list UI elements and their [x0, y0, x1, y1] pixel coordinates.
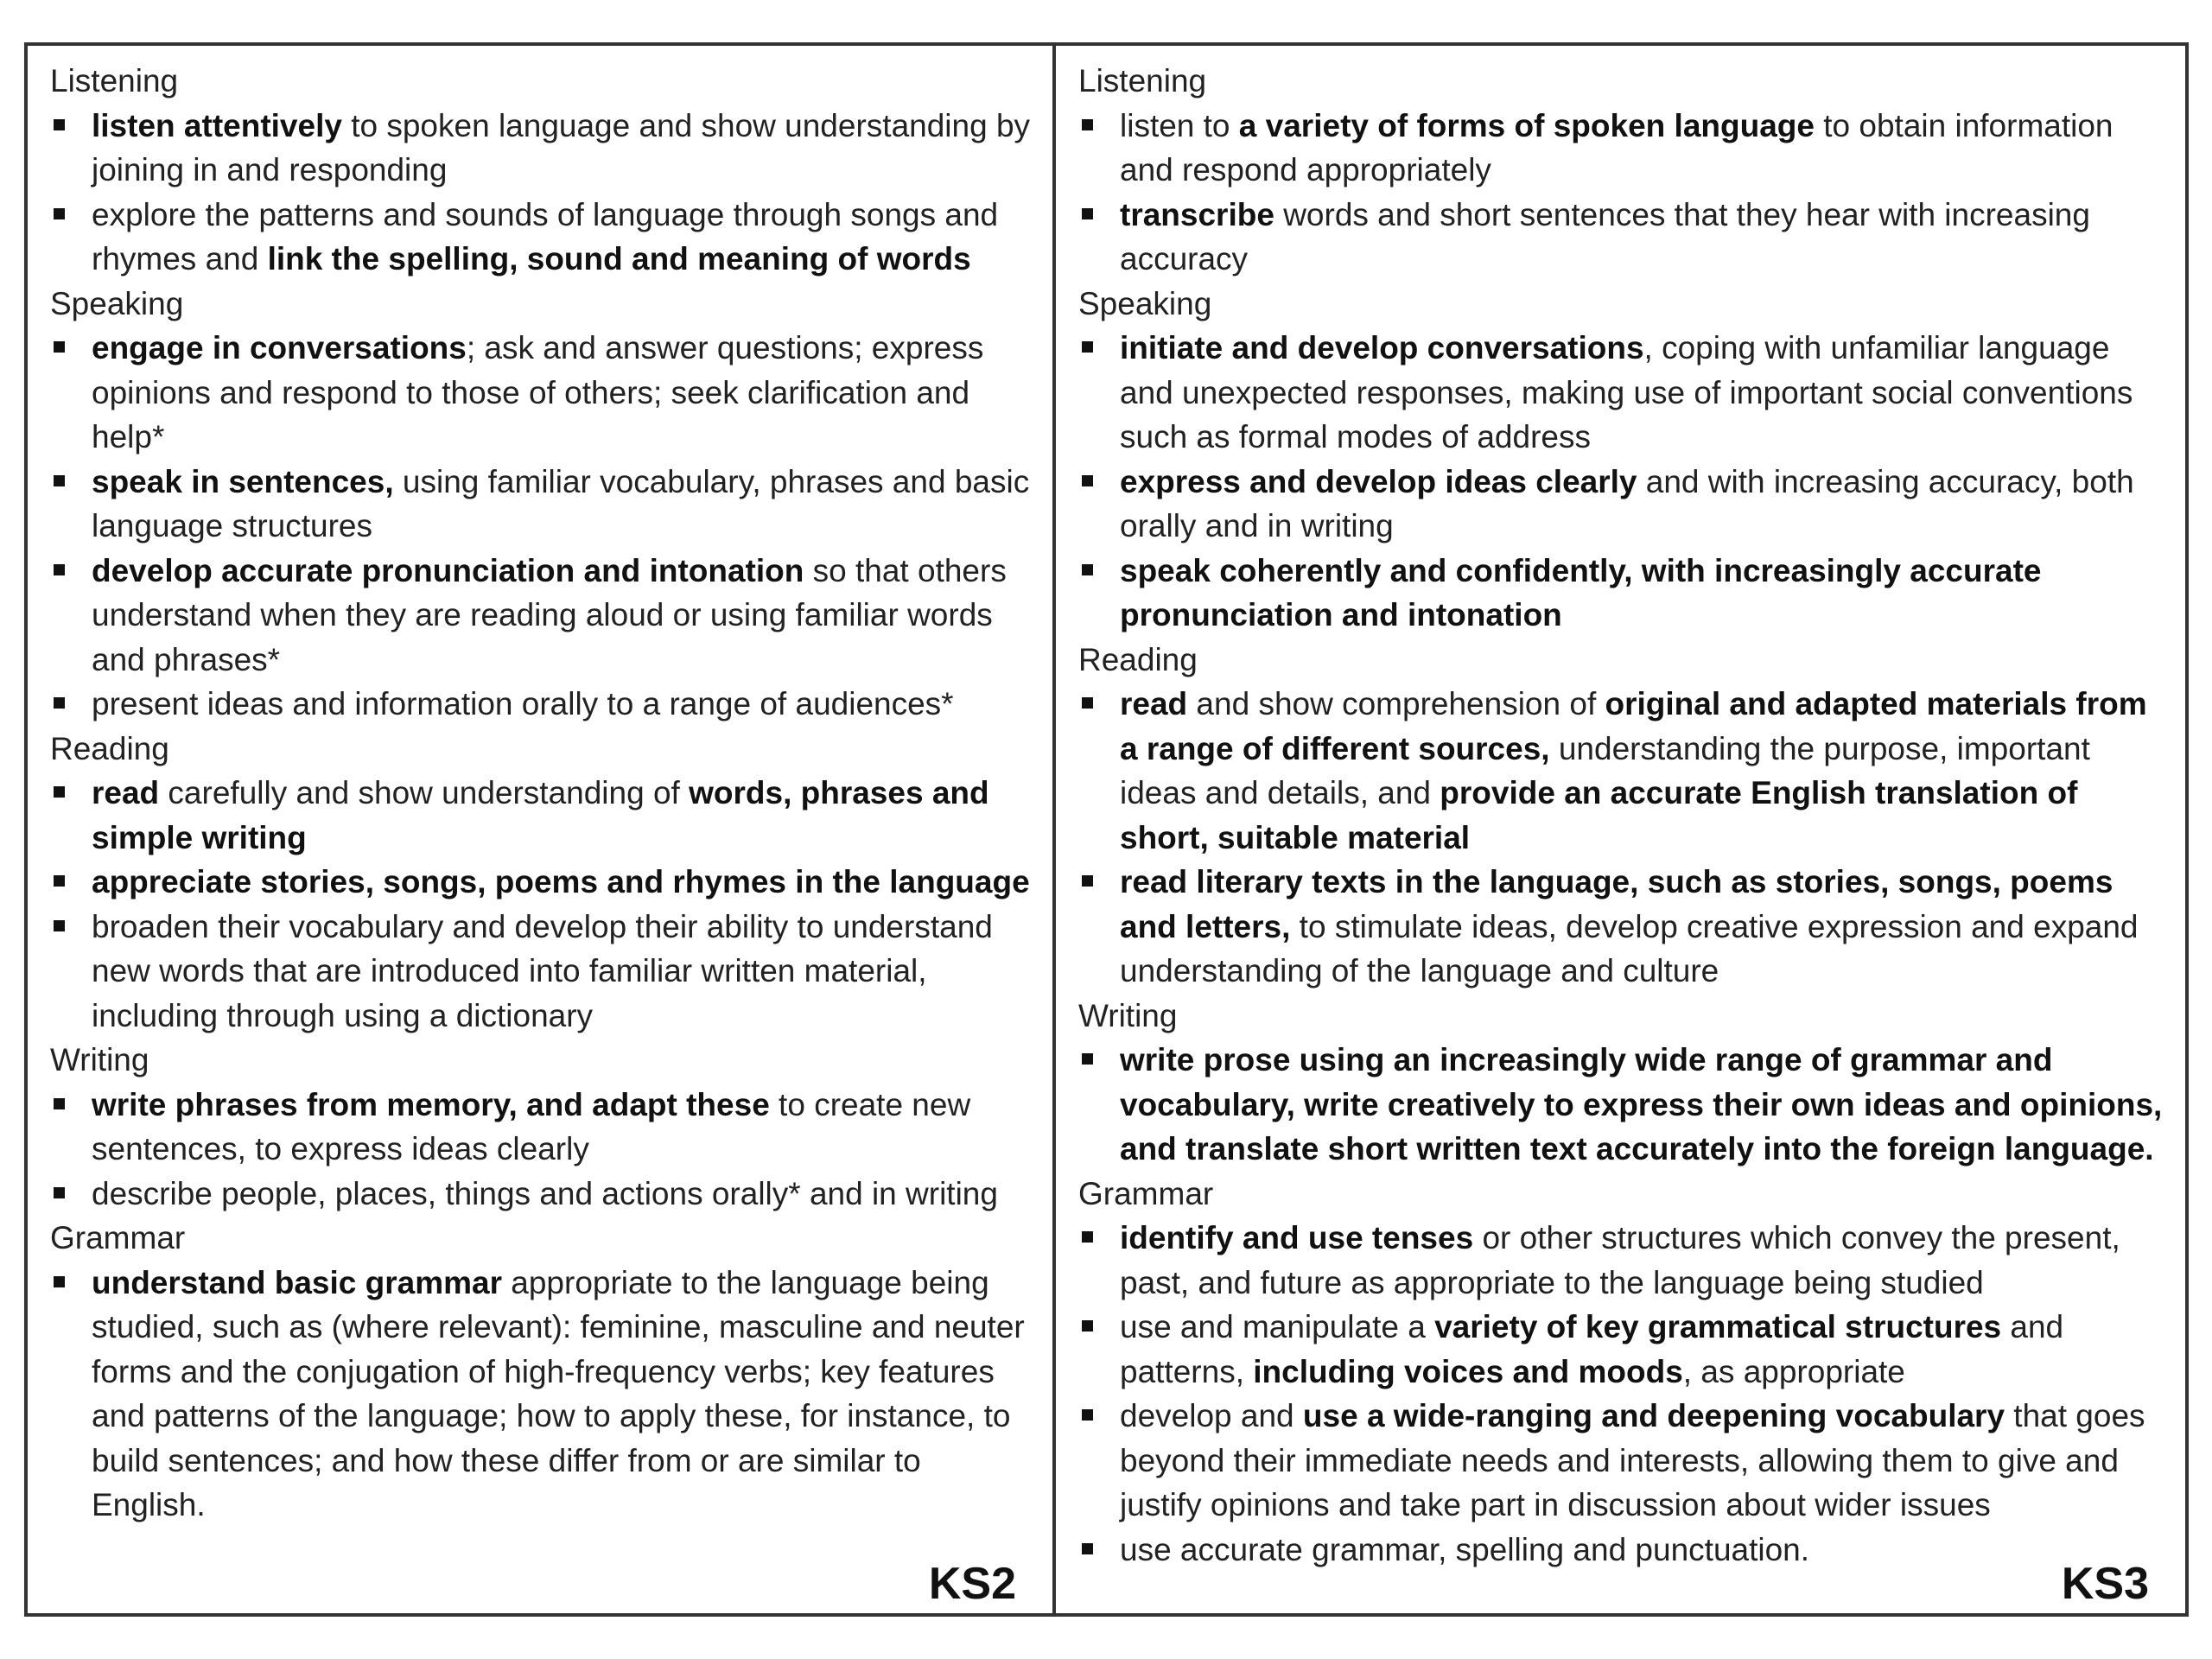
- bullet-item: [1078, 549, 2166, 638]
- section-heading: Reading: [1078, 641, 1198, 677]
- text-segment: present ideas and information orally to a range of audiences*: [92, 686, 954, 721]
- ks2-section-writing: [50, 1038, 1035, 1216]
- curriculum-comparison-table: [24, 42, 2189, 1617]
- section-heading: Writing: [1078, 997, 1178, 1033]
- bold-text: express and develop ideas clearly: [1120, 463, 1637, 499]
- bullet-item: [1078, 1528, 2166, 1573]
- bold-text: write phrases from memory, and adapt these: [92, 1086, 770, 1122]
- text-segment: or other structures which convey the present, past, and future as appropriate to the language being studied: [1120, 1220, 2120, 1300]
- bullet-item: [1078, 1038, 2166, 1172]
- ks2-section-grammar: [50, 1216, 1035, 1528]
- text-segment: use accurate grammar, spelling and punctuation.: [1120, 1531, 1810, 1567]
- bullet-item: [50, 104, 1035, 193]
- ks2-label: KS2: [928, 1559, 1016, 1609]
- bullet-list: [50, 771, 1035, 1038]
- bold-text: read literary texts in the language, such as stories, songs, poems and letters,: [1120, 864, 2113, 944]
- bullet-list: [1078, 682, 2166, 994]
- bold-text: provide an accurate English translation of short, suitable material: [1120, 775, 2078, 855]
- text-segment: using familiar vocabulary, phrases and basic language structures: [92, 463, 1030, 543]
- bold-text: read: [92, 775, 160, 810]
- bullet-item: [50, 860, 1035, 905]
- bullet-item: [1078, 104, 2166, 193]
- text-segment: to stimulate ideas, develop creative expression and expand understanding of the language and culture: [1120, 908, 2139, 988]
- bullet-item: [50, 549, 1035, 683]
- bold-text: initiate and develop conversations: [1120, 330, 1644, 365]
- bullet-list: [50, 104, 1035, 282]
- bullet-item: [50, 905, 1035, 1039]
- bold-text: original and adapted materials from a range of different sources,: [1120, 686, 2147, 766]
- text-segment: carefully and show understanding of: [159, 775, 690, 810]
- bullet-list: [1078, 104, 2166, 282]
- bullet-item: [50, 771, 1035, 860]
- bold-text: a variety of forms of spoken language: [1238, 107, 1815, 143]
- bold-text: appreciate stories, songs, poems and rhymes in the language: [92, 864, 1030, 899]
- text-segment: ; ask and answer questions; express opinions and respond to those of others; seek clarification and help*: [92, 330, 984, 454]
- section-heading: Grammar: [1078, 1175, 1214, 1211]
- section-heading: Listening: [1078, 63, 1207, 99]
- bold-text: engage in conversations: [92, 330, 467, 365]
- section-heading: Speaking: [1078, 285, 1212, 321]
- text-segment: to spoken language and show understanding by joining in and responding: [92, 107, 1031, 188]
- ks3-section-listening: [1078, 59, 2166, 282]
- bold-text: write prose using an increasingly wide range of grammar and vocabulary, write creatively to express their own ideas and opinions, and translate short written text accurately into the foreign language.: [1120, 1042, 2163, 1166]
- ks3-section-grammar: [1078, 1172, 2166, 1573]
- ks2-section-reading: [50, 727, 1035, 1039]
- bullet-item: [50, 1172, 1035, 1217]
- bold-text: speak coherently and confidently, with increasingly accurate pronunciation and intonation: [1120, 552, 2042, 632]
- ks2-sections: [50, 59, 1035, 1528]
- section-heading: Listening: [50, 63, 179, 99]
- ks2-section-listening: [50, 59, 1035, 282]
- bold-text: identify and use tenses: [1120, 1220, 1474, 1255]
- bold-text: read: [1120, 686, 1188, 721]
- bold-text: use a wide-ranging and deepening vocabulary: [1302, 1398, 2005, 1433]
- text-segment: so that others understand when they are reading aloud or using familiar words and phrases*: [92, 552, 1007, 677]
- bullet-item: [1078, 860, 2166, 994]
- bullet-item: [50, 460, 1035, 549]
- text-segment: understanding the purpose, important ideas and details, and: [1120, 730, 2090, 810]
- bullet-item: [50, 193, 1035, 282]
- ks3-sections: [1078, 59, 2166, 1572]
- bold-text: link the spelling, sound and meaning of words: [267, 241, 971, 276]
- section-heading: Speaking: [50, 285, 184, 321]
- text-segment: develop and: [1120, 1398, 1303, 1433]
- bold-text: listen attentively: [92, 107, 342, 143]
- text-segment: , coping with unfamiliar language and unexpected responses, making use of important social conventions such as formal modes of address: [1120, 330, 2133, 454]
- bullet-item: [50, 326, 1035, 460]
- bold-text: variety of key grammatical structures: [1434, 1309, 2002, 1344]
- bullet-item: [1078, 326, 2166, 460]
- bullet-item: [50, 1261, 1035, 1528]
- bold-text: words, phrases and simple writing: [92, 775, 989, 855]
- text-segment: and patterns,: [1120, 1309, 2064, 1389]
- ks3-label: KS3: [2061, 1559, 2149, 1609]
- bold-text: speak in sentences,: [92, 463, 394, 499]
- text-segment: broaden their vocabulary and develop their ability to understand new words that are introduced into familiar written material, including through using a dictionary: [92, 908, 993, 1033]
- bullet-list: [50, 1083, 1035, 1217]
- bullet-item: [1078, 1216, 2166, 1305]
- bullet-item: [50, 1083, 1035, 1172]
- ks3-section-reading: [1078, 638, 2166, 994]
- bullet-list: [1078, 1038, 2166, 1172]
- text-segment: to obtain information and respond appropriately: [1120, 107, 2113, 188]
- text-segment: listen to: [1120, 107, 1239, 143]
- text-segment: describe people, places, things and actions orally* and in writing: [92, 1175, 998, 1211]
- text-segment: and show comprehension of: [1187, 686, 1605, 721]
- ks2-section-speaking: [50, 282, 1035, 727]
- bullet-item: [1078, 1394, 2166, 1528]
- bold-text: transcribe: [1120, 196, 1274, 232]
- text-segment: and with increasing accuracy, both orally and in writing: [1120, 463, 2134, 543]
- text-segment: explore the patterns and sounds of language through songs and rhymes and: [92, 196, 999, 276]
- bold-text: understand basic grammar: [92, 1264, 502, 1300]
- bullet-list: [1078, 1216, 2166, 1572]
- text-segment: appropriate to the language being studied, such as (where relevant): feminine, masculine and neuter forms and the conjugation of high-frequency verbs; key features and patterns of the language; how to apply these, for instance, to build sentences; and how these differ from or are similar to English.: [92, 1264, 1025, 1522]
- text-segment: that goes beyond their immediate needs and interests, allowing them to give and justify opinions and take part in discussion about wider issues: [1120, 1398, 2145, 1522]
- text-segment: to create new sentences, to express ideas clearly: [92, 1086, 971, 1166]
- bold-text: including voices and moods: [1253, 1353, 1683, 1389]
- text-segment: use and manipulate a: [1120, 1309, 1435, 1344]
- bold-text: develop accurate pronunciation and intonation: [92, 552, 804, 588]
- bullet-item: [1078, 682, 2166, 860]
- bullet-list: [50, 1261, 1035, 1528]
- bullet-list: [50, 326, 1035, 727]
- bullet-item: [1078, 1305, 2166, 1394]
- text-segment: words and short sentences that they hear with increasing accuracy: [1120, 196, 2090, 276]
- ks3-section-writing: [1078, 994, 2166, 1172]
- bullet-item: [1078, 193, 2166, 282]
- ks3-section-speaking: [1078, 282, 2166, 638]
- section-heading: Grammar: [50, 1220, 186, 1255]
- ks3-column: [1056, 46, 2185, 1613]
- bullet-item: [1078, 460, 2166, 549]
- text-segment: , as appropriate: [1682, 1353, 1905, 1389]
- ks2-column: [28, 46, 1056, 1613]
- bullet-item: [50, 682, 1035, 727]
- section-heading: Reading: [50, 730, 169, 766]
- bullet-list: [1078, 326, 2166, 638]
- section-heading: Writing: [50, 1042, 149, 1077]
